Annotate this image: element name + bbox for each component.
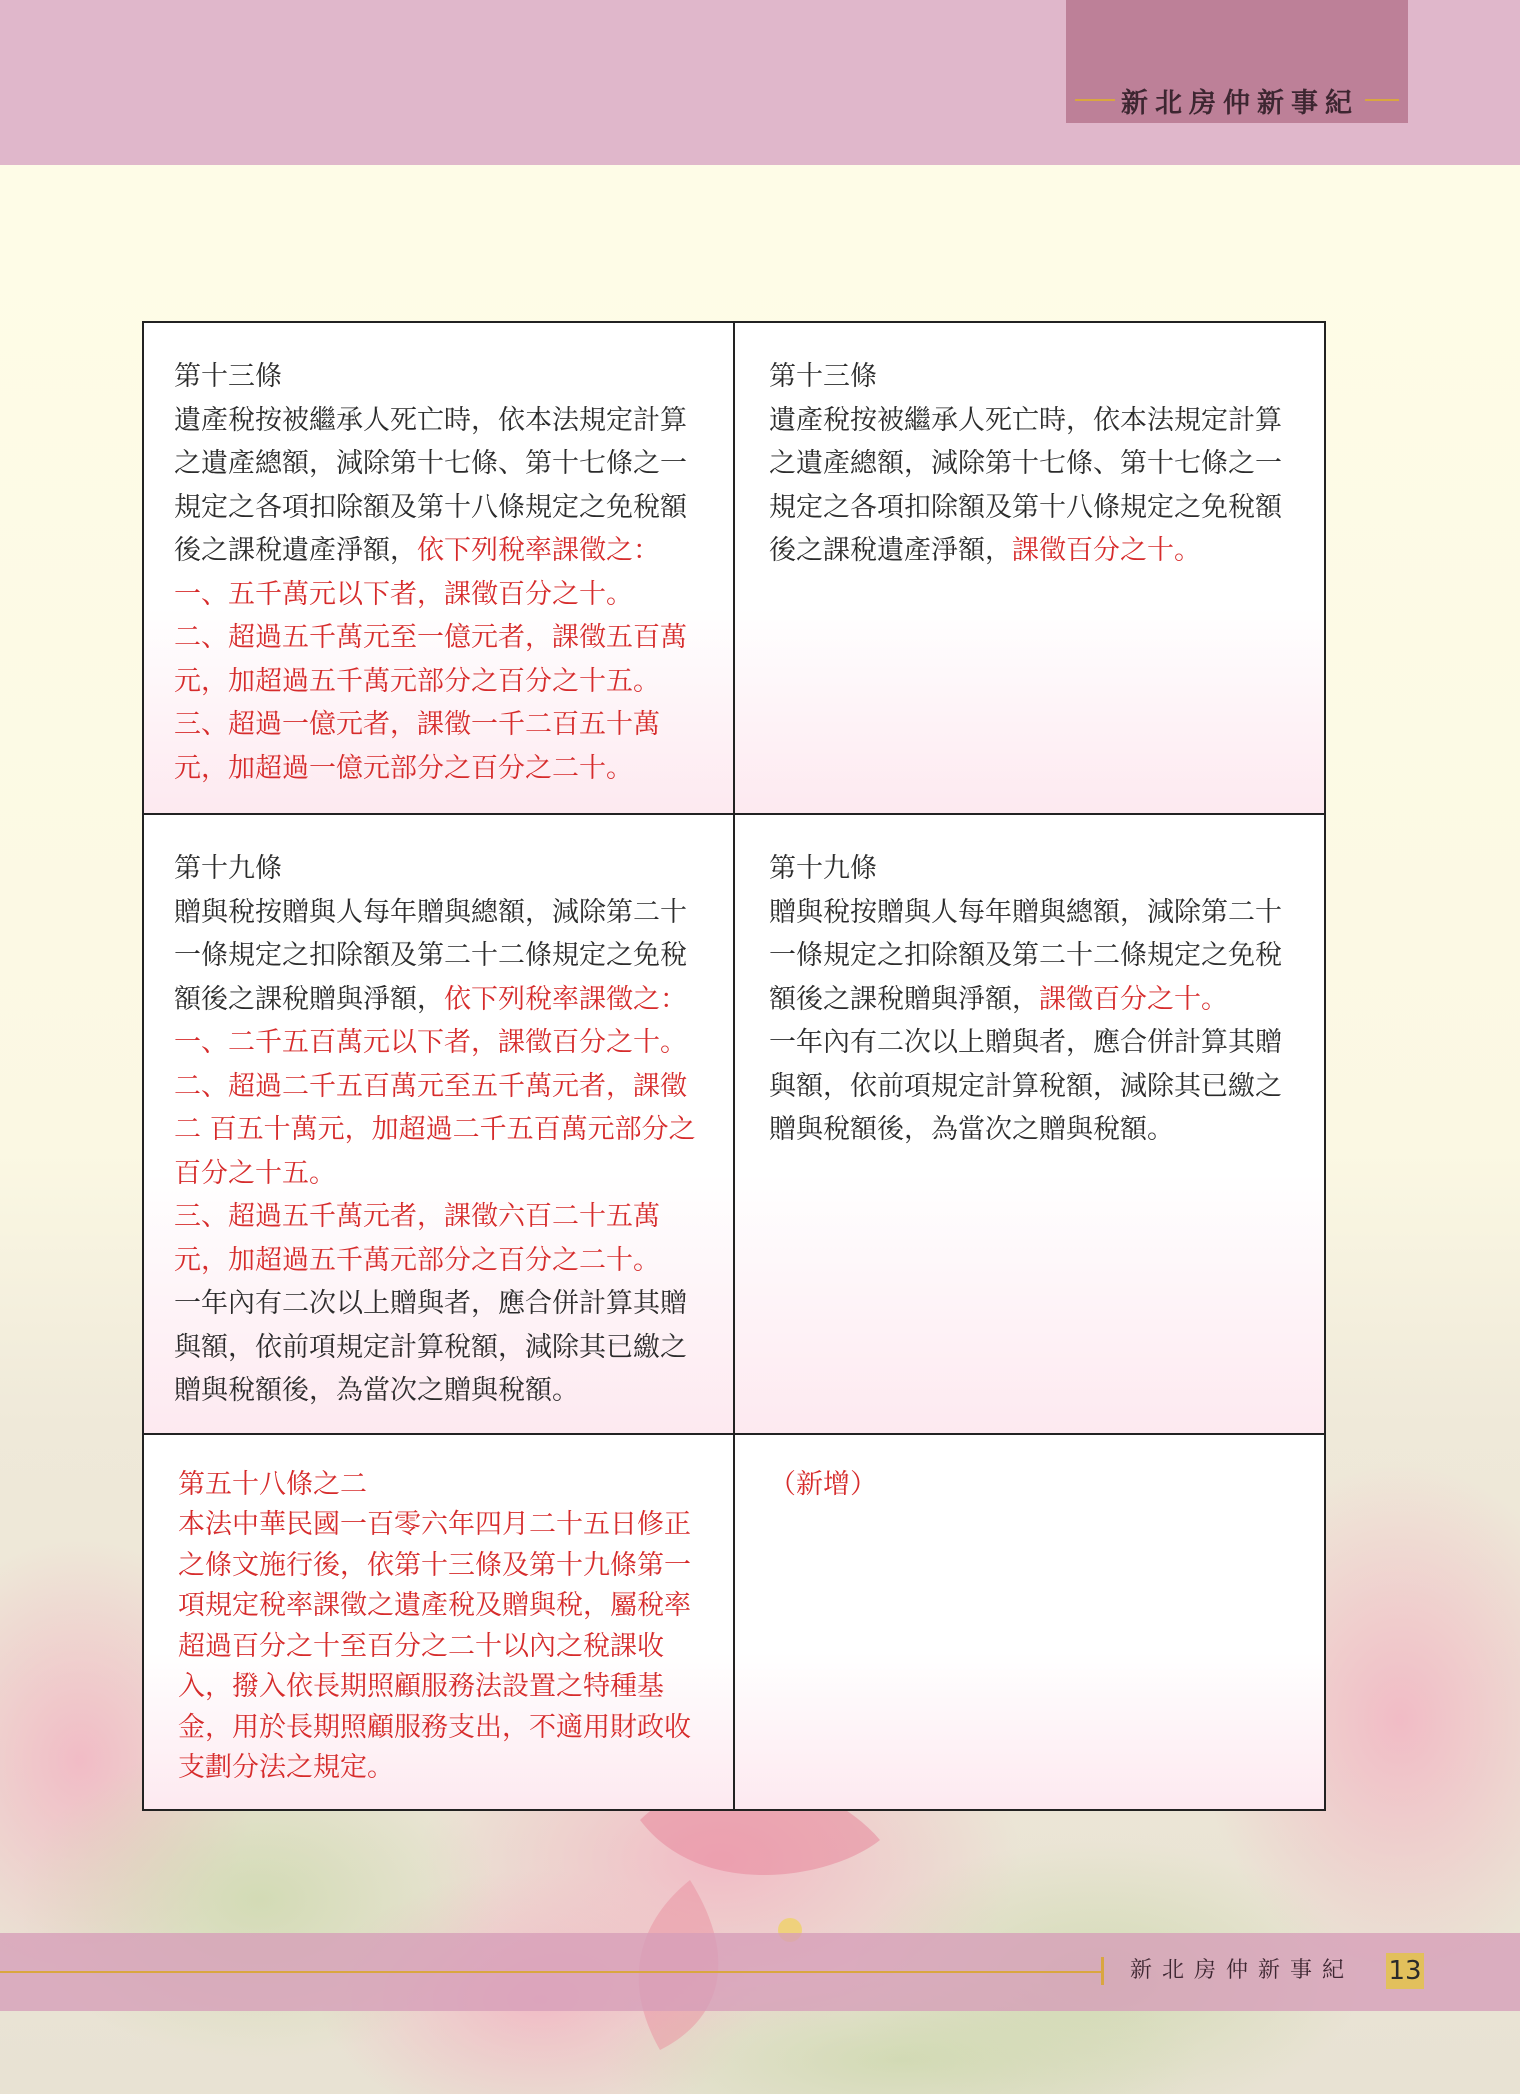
article-clause: 二、超過二千五百萬元至五千萬元者，課徵二 百五十萬元，加超過二千五百萬元部分之百分之十五。	[174, 1070, 696, 1189]
article-body: 遺產稅按被繼承人死亡時，依本法規定計算之遺產總額，減除第十七條、第十七條之一規定之各項扣除額及第十八條規定之免稅額後之課稅遺產淨額，	[174, 404, 687, 566]
table-row	[143, 1434, 1325, 1810]
table-cell-original	[734, 1434, 1325, 1810]
article-paragraph: 一年內有二次以上贈與者，應合併計算其贈與額，依前項規定計算稅額，減除其已繳之贈與稅額後，為當次之贈與稅額。	[769, 1027, 1282, 1145]
article-paragraph: 本法中華民國一百零六年四月二十五日修正之條文施行後，依第十三條及第十九條第一項規定稅率課徵之遺產稅及贈與稅，屬稅率超過百分之十至百分之二十以內之稅課收入，撥入依長期照顧服務法設置之特種基金，用於長期照顧服務支出，不適用財政收支劃分法之規定。	[178, 1509, 691, 1783]
article-heading: 第十三條	[769, 361, 877, 392]
article-body: 贈與稅按贈與人每年贈與總額，減除第二十一條規定之扣除額及第二十二條規定之免稅額後之課稅贈與淨額，	[769, 896, 1282, 1015]
header-dash-left	[1075, 99, 1115, 101]
article-clause: 三、超過一億元者，課徵一千二百五十萬元，加超過一億元部分之百分之二十。	[174, 709, 660, 784]
article-heading: 第十九條	[769, 853, 877, 884]
article-body-changed: 課徵百分之十。	[1012, 535, 1201, 566]
article-body: 贈與稅按贈與人每年贈與總額，減除第二十一條規定之扣除額及第二十二條規定之免稅額後之課稅贈與淨額，	[174, 896, 687, 1015]
article-heading: 第十九條	[174, 853, 282, 884]
footer-gold-tick	[1101, 1957, 1104, 1985]
table-cell-amended	[143, 1434, 734, 1810]
article-body-changed: 課徵百分之十。	[1039, 983, 1228, 1015]
article-clause: 一、五千萬元以下者，課徵百分之十。	[174, 578, 633, 610]
article-text	[174, 399, 703, 573]
article-text	[769, 891, 1296, 1022]
header-title-text: 新北房仲新事紀	[1121, 87, 1359, 119]
header-dash-right	[1365, 99, 1399, 101]
article-clause: 二、超過五千萬元至一億元者，課徵五百萬元，加超過五千萬元部分之百分之十五。	[174, 622, 687, 697]
page-number: 13	[1386, 1953, 1424, 1989]
table-row	[143, 322, 1325, 814]
article-body: 遺產稅按被繼承人死亡時，依本法規定計算之遺產總額，減除第十七條、第十七條之一規定之各項扣除額及第十八條規定之免稅額後之課稅遺產淨額，	[769, 404, 1282, 566]
law-comparison-table	[142, 321, 1326, 1811]
article-body-changed: 依下列稅率課徵之：	[417, 535, 660, 566]
article-clause: 一、二千五百萬元以下者，課徵百分之十。	[174, 1027, 687, 1058]
article-clause: 三、超過五千萬元者，課徵六百二十五萬元，加超過五千萬元部分之百分之二十。	[174, 1201, 660, 1276]
article-heading: 第五十八條之二	[178, 1468, 367, 1500]
article-body-changed: 依下列稅率課徵之：	[444, 983, 687, 1015]
footer-title: 新北房仲新事紀	[1130, 1958, 1355, 1983]
article-heading: 第十三條	[174, 361, 282, 392]
table-row	[143, 814, 1325, 1434]
article-text	[769, 399, 1296, 573]
article-text	[174, 891, 703, 1022]
new-article-label: （新增）	[769, 1468, 877, 1500]
header-title	[1066, 80, 1408, 120]
table-cell-amended	[143, 814, 734, 1434]
article-paragraph: 一年內有二次以上贈與者，應合併計算其贈與額，依前項規定計算稅額，減除其已繳之贈與稅額後，為當次之贈與稅額。	[174, 1288, 687, 1406]
footer-gold-line	[0, 1971, 1103, 1973]
table-cell-amended	[143, 322, 734, 814]
table-cell-original	[734, 814, 1325, 1434]
table-cell-original	[734, 322, 1325, 814]
